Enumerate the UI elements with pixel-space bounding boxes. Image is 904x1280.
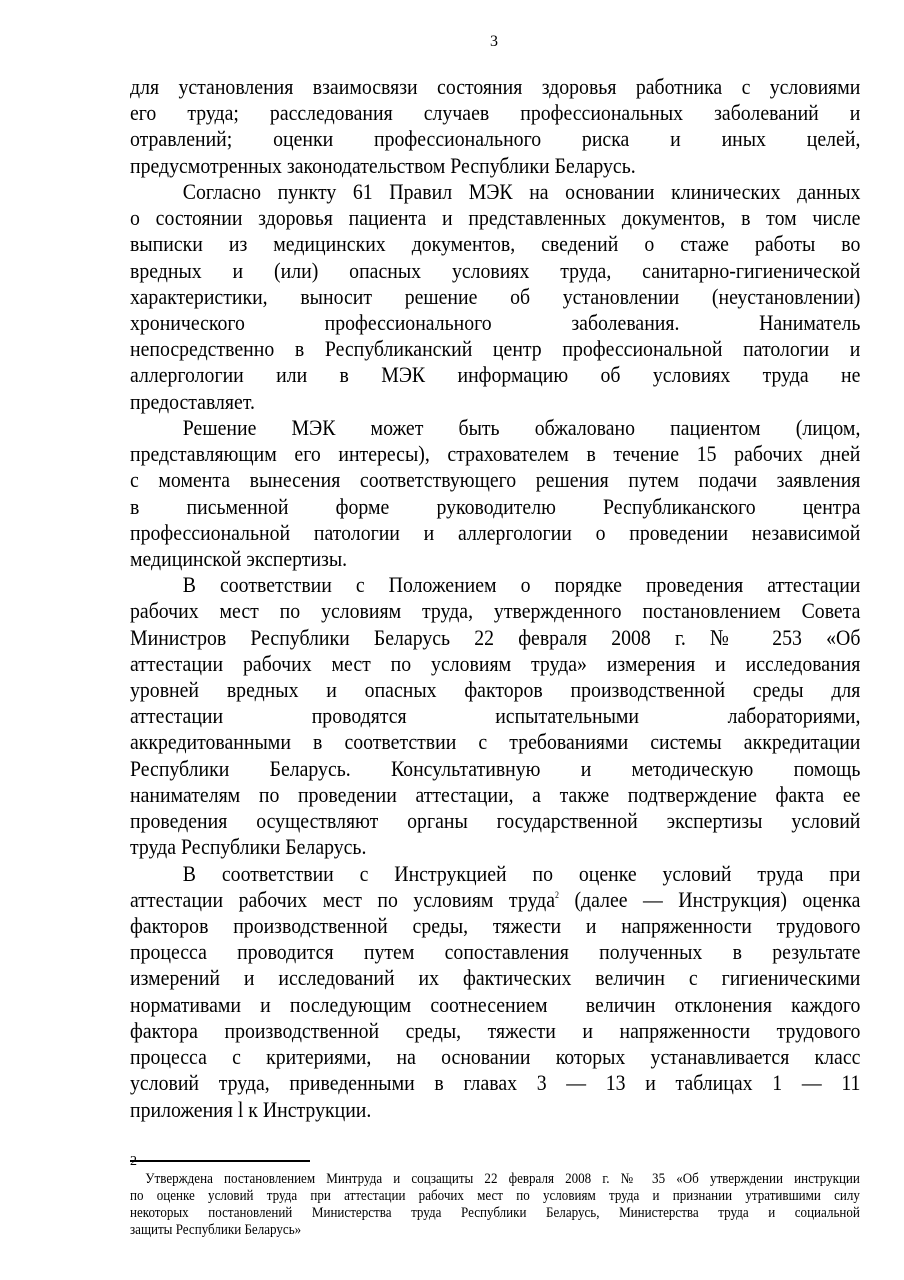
- paragraph: [130, 572, 860, 860]
- text-line: нормативами и последующим соотнесением величин отклонения каждого: [130, 991, 861, 1017]
- text-line: труда Республики Беларусь.: [130, 834, 367, 860]
- text-line: Решение МЭК может быть обжаловано пациентом (лицом,: [182, 414, 861, 440]
- footnote-line: по оценке условий труда при аттестации рабочих мест по условиям труда и признании утратившими силу: [130, 1188, 860, 1204]
- text-line: в письменной форме руководителю Республиканского центра: [130, 493, 861, 519]
- text-line: фактора производственной среды, тяжести и напряженности трудового: [130, 1017, 861, 1043]
- paragraph: [130, 861, 860, 1123]
- text-line: медицинской экспертизы.: [130, 545, 348, 571]
- text-line: представляющим его интересы), страхователем в течение 15 рабочих дней: [130, 441, 861, 467]
- text-line: для установления взаимосвязи состояния здоровья работника с условиями: [130, 74, 861, 99]
- text-line: аллергологии или в МЭК информацию об условиях труда не: [130, 362, 861, 388]
- text-line: аттестации рабочих мест по условиям труда» измерения и исследования: [130, 650, 861, 676]
- paragraph: [130, 415, 860, 572]
- text-line: с момента вынесения соответствующего решения путем подачи заявления: [130, 467, 861, 493]
- text-line: процесса проводится путем сопоставления полученных в результате: [130, 939, 861, 965]
- paragraph: [130, 74, 860, 179]
- text-line: аккредитованными в соответствии с требованиями системы аккредитации: [130, 729, 861, 755]
- text-line: В соответствии с Инструкцией по оценке условий труда при: [182, 860, 861, 886]
- footnote: [130, 1171, 860, 1239]
- footnote-line: некоторых постановлений Министерства труда Республики Беларусь, Министерства труда и социальной: [130, 1205, 860, 1221]
- text-line: приложения l к Инструкции.: [130, 1096, 372, 1122]
- text-line: условий труда, приведенными в главах 3 — 13 и таблицах 1 — 11: [130, 1070, 861, 1096]
- footnote-line: Утверждена постановлением Минтруда и соцзащиты 22 февраля 2008 г. № 35 «Об утверждении инструкции: [145, 1171, 860, 1187]
- footnote-separator: [130, 1160, 310, 1162]
- text-segment: (далее — Инструкция) оценка: [558, 886, 861, 912]
- text-line: выписки из медицинских документов, сведений о стаже работы во: [130, 231, 861, 257]
- text-line: профессиональной патологии и аллергологии о проведении независимой: [130, 519, 861, 545]
- text-line: характеристики, выносит решение об установлении (неустановлении): [130, 283, 861, 309]
- text-line: Республики Беларусь. Консультативную и методическую помощь: [130, 755, 861, 781]
- footnote-marker: 2: [130, 1154, 137, 1169]
- text-line: предусмотренных законодательством Республики Беларусь.: [130, 152, 636, 178]
- text-line: измерений и исследований их фактических величин с гигиеническими: [130, 965, 861, 991]
- text-line: о состоянии здоровья пациента и представленных документов, в том числе: [130, 205, 861, 231]
- text-segment: аттестации рабочих мест по условиям труда: [130, 886, 555, 912]
- text-line: вредных и (или) опасных условиях труда, санитарно-гигиенической: [130, 257, 861, 283]
- text-line: рабочих мест по условиям труда, утвержденного постановлением Совета: [130, 598, 861, 624]
- text-line: уровней вредных и опасных факторов производственной среды для: [130, 677, 861, 703]
- text-line: отравлений; оценки профессионального риска и иных целей,: [130, 126, 861, 152]
- footnote-reference[interactable]: 2: [554, 889, 559, 900]
- text-line: проведения осуществляют органы государственной экспертизы условий: [130, 808, 861, 834]
- text-line: непосредственно в Республиканский центр профессиональной патологии и: [130, 336, 861, 362]
- text-line: нанимателям по проведении аттестации, а также подтверждение факта ее: [130, 781, 861, 807]
- text-line: аттестации проводятся испытательными лабораториями,: [130, 703, 861, 729]
- footnote-line: защиты Республики Беларусь»: [130, 1222, 302, 1238]
- text-line: хронического профессионального заболевания. Наниматель: [130, 309, 861, 335]
- text-line: факторов производственной среды, тяжести и напряженности трудового: [130, 913, 861, 938]
- document-body: [130, 74, 860, 1123]
- text-line: его труда; расследования случаев профессиональных заболеваний и: [130, 100, 861, 126]
- text-line: процесса с критериями, на основании которых устанавливается класс: [130, 1044, 861, 1070]
- text-line: предоставляет.: [130, 388, 255, 414]
- page-number: 3: [490, 33, 498, 50]
- text-line: [130, 887, 860, 913]
- paragraph: [130, 179, 860, 415]
- text-line: В соответствии с Положением о порядке проведения аттестации: [182, 572, 861, 598]
- text-line: Согласно пункту 61 Правил МЭК на основании клинических данных: [182, 178, 861, 204]
- text-line: Министров Республики Беларусь 22 февраля 2008 г. № 253 «Об: [130, 624, 861, 650]
